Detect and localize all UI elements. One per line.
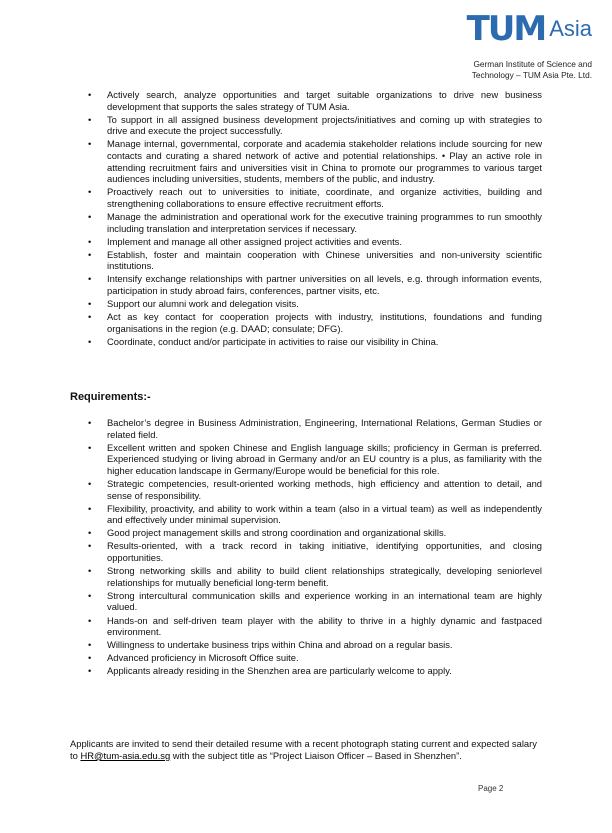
duty-item: • Manage internal, governmental, corporate and academia stakeholder relations include sourcing for new contacts and curating a shared network of active and potential relationships. • Play an active role in attending recruitment fairs and universities visit in China to promote our programmes to various target audiences including universities, students, members of the public, and industry. (88, 138, 542, 184)
closing-text-after: with the subject title as “Project Liaison Officer – Based in Shenzhen”. (170, 749, 462, 761)
duty-item: • Coordinate, conduct and/or participate in activities to raise our visibility in China. (88, 336, 542, 348)
requirement-item: • Advanced proficiency in Microsoft Office suite. (88, 652, 542, 664)
duty-item: • To support in all assigned business development projects/initiatives and coming up with strategies to drive and execute the project successfully. (88, 114, 542, 137)
requirement-item: • Willingness to undertake business trips within China and abroad on a regular basis. (88, 639, 542, 651)
duty-item: • Establish, foster and maintain cooperation with Chinese universities and non-university scientific institutions. (88, 249, 542, 272)
requirement-item: • Strong intercultural communication skills and experience working in an international team are highly valued. (88, 590, 542, 613)
requirement-item: • Results-oriented, with a track record in taking initiative, identifying opportunities, and closing opportunities. (88, 540, 542, 563)
requirement-item: • Applicants already residing in the Shenzhen area are particularly welcome to apply. (88, 665, 542, 677)
requirement-item: • Strong networking skills and ability to build client relationships strategically, developing seniorlevel relationships for mutually beneficial long-term benefit. (88, 565, 542, 588)
duty-item: • Act as key contact for cooperation projects with industry, institutions, foundations and funding organisations in the region (e.g. DAAD; consulate; DFG). (88, 311, 542, 334)
requirement-item: • Hands-on and self-driven team player with the ability to thrive in a highly dynamic and fastpaced environment. (88, 615, 542, 638)
requirement-item: • Good project management skills and strong coordination and organizational skills. (88, 527, 542, 539)
tum-asia-logo (466, 9, 592, 49)
logo-asia-text: Asia (549, 16, 592, 41)
requirement-item: • Strategic competencies, result-oriented working methods, high efficiency and attention to detail, and sense of responsibility. (88, 478, 542, 501)
duty-item: • Implement and manage all other assigned project activities and events. (88, 236, 542, 248)
org-line-2: Technology – TUM Asia Pte. Ltd. (471, 70, 592, 80)
organization-name (472, 59, 592, 81)
requirement-item: • Bachelor’s degree in Business Administration, Engineering, International Relations, German Studies or related field. (88, 417, 542, 440)
requirements-heading: Requirements:- (70, 391, 151, 403)
duty-item: • Manage the administration and operational work for the executive training programmes to run smoothly including translation and interpretation services if necessary. (88, 211, 542, 234)
requirements-list (88, 417, 542, 678)
duty-item: • Proactively reach out to universities to initiate, coordinate, and organize activities, building and strengthening collaborations to ensure effective recruitment efforts. (88, 186, 542, 209)
hr-email-link[interactable]: HR@tum-asia.edu.sg (80, 749, 171, 761)
logo-tum-text: TUM (466, 9, 546, 49)
org-line-1: German Institute of Science and (473, 59, 592, 69)
requirement-item: • Flexibility, proactivity, and ability to work within a team (also in a virtual team) as well as independently and effectively under minimal supervision. (88, 503, 542, 526)
duty-item: • Intensify exchange relationships with partner universities on all levels, e.g. through information events, participation in study abroad fairs, conferences, partner visits, etc. (88, 273, 542, 296)
closing-paragraph (70, 738, 545, 762)
requirement-item: • Excellent written and spoken Chinese and English language skills; proficiency in German is preferred. Experienced studying or living abroad in Germany and/or an EU country is a plus, as familiarity with the higher education landscape in Germany/Europe would be beneficial for this role. (88, 442, 542, 477)
page-number: Page 2 (478, 784, 504, 793)
closing-text-before: Applicants are invited to send their detailed resume with a recent photograph stating current and expected salary to (70, 738, 537, 761)
duty-item: • Actively search, analyze opportunities and target suitable organizations to drive new business development that supports the sales strategy of TUM Asia. (88, 89, 542, 112)
duty-item: • Support our alumni work and delegation visits. (88, 298, 542, 310)
duties-list (88, 89, 542, 349)
